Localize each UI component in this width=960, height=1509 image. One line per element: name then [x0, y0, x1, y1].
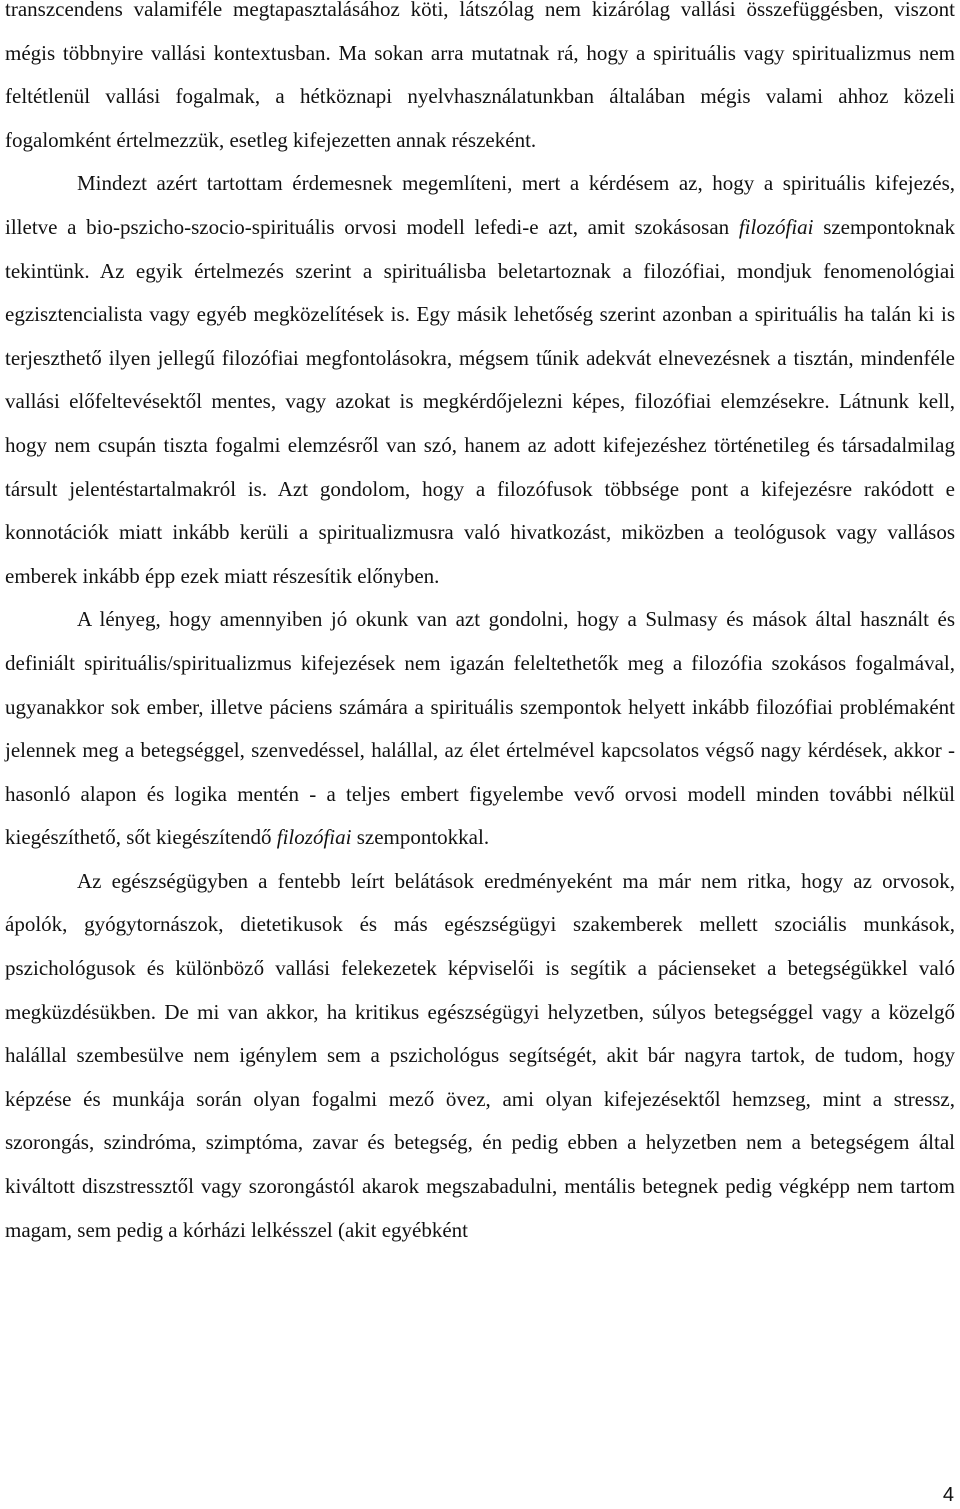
paragraph-2-text-b: szempontoknak tekintünk. Az egyik értelmezés szerint a spirituálisba beletartoznak a filozófiai, mondjuk fenomenológiai egzisztencialista vagy egyéb megközelítések is. Egy másik lehetőség szerint azonban a spirituális ha talán ki is terjeszthető ilyen jellegű filozófiai megfontolásokra, mégsem tűnik adekvát elnevezésnek a tisztán, mindenféle vallási előfeltevésektől mentes, vagy azokat is megkérdőjelezni képes, filozófiai elemzésekre. Látnunk kell, hogy nem csupán tiszta fogalmi elemzésről van szó, hanem az adott kifejezéshez történetileg és társadalmilag társult jelentéstartalmakról is. Azt gondolom, hogy a filozófusok többsége pont a kifejezésre rakódott e konnotációk miatt inkább kerüli a spiritualizmusra való hivatkozást, miközben a teológusok vagy vallásos emberek inkább épp ezek miatt részesítik előnyben.: [5, 214, 955, 588]
paragraph-4-text: Az egészségügyben a fentebb leírt belátások eredményeként ma már nem ritka, hogy az orvosok, ápolók, gyógytornászok, dietetikusok és más egészségügyi szakemberek mellett szociális munkások, pszichológusok és különböző vallási felekezetek képviselői is segítik a pácienseket a betegségükkel való megküzdésükben. De mi van akkor, ha kritikus egészségügyi helyzetben, súlyos betegséggel vagy a közelgő halállal szembesülve nem igénylem sem a pszichológus segítségét, akit bár nagyra tartok, de tudom, hogy képzése és munkája során olyan fogalmi mező övez, ami olyan kifejezésektől hemzseg, mint a stressz, szorongás, szindróma, szimptóma, zavar és betegség, én pedig ebben a helyzetben nem a betegségem által kiváltott diszstressztől vagy szorongástól akarok megszabadulni, mentális betegnek pedig végképp nem tartom magam, sem pedig a kórházi lelkésszel (akit egyébként: [5, 868, 955, 1242]
paragraph-2-italic-term: filozófiai: [738, 214, 814, 239]
paragraph-3-text-b: szempontokkal.: [351, 825, 490, 850]
paragraph-3: [5, 598, 955, 860]
paragraph-1: [5, 0, 955, 162]
paragraph-2-text-a: Mindezt azért tartottam érdemesnek megemlíteni, mert a kérdésem az, hogy a spirituális kifejezés, illetve a bio-pszicho-szocio-spirituális orvosi modell lefedi-e azt, amit szokásosan: [5, 171, 955, 239]
paragraph-2: [5, 162, 955, 598]
paragraph-1-text: transzcendens valamiféle megtapasztalásához köti, látszólag nem kizárólag vallási összefüggésben, viszont mégis többnyire vallási kontextusban. Ma sokan arra mutatnak rá, hogy a spirituális vagy spiritualizmus nem feltétlenül vallási fogalmak, a hétköznapi nyelvhasználatunkban általában mégis valami ahhoz közeli fogalomként értelmezzük, esetleg kifejezetten annak részeként.: [5, 0, 955, 152]
document-page: [5, 0, 955, 1252]
paragraph-3-text-a: A lényeg, hogy amennyiben jó okunk van azt gondolni, hogy a Sulmasy és mások által használt és definiált spirituális/spiritualizmus kifejezések nem igazán feleltethetők meg a filozófia szokásos fogalmával, ugyanakkor sok ember, illetve páciens számára a spirituális szempontok helyett inkább filozófiai problémaként jelennek meg a betegséggel, szenvedéssel, halállal, az élet értelmével kapcsolatos végső nagy kérdések, akkor - hasonló alapon és logika mentén - a teljes embert figyelembe vevő orvosi modell minden további nélkül kiegészíthető, sőt kiegészítendő: [5, 607, 955, 850]
paragraph-4: [5, 860, 955, 1252]
page-number: 4: [942, 1484, 954, 1506]
paragraph-3-italic-term: filozófiai: [276, 825, 352, 850]
